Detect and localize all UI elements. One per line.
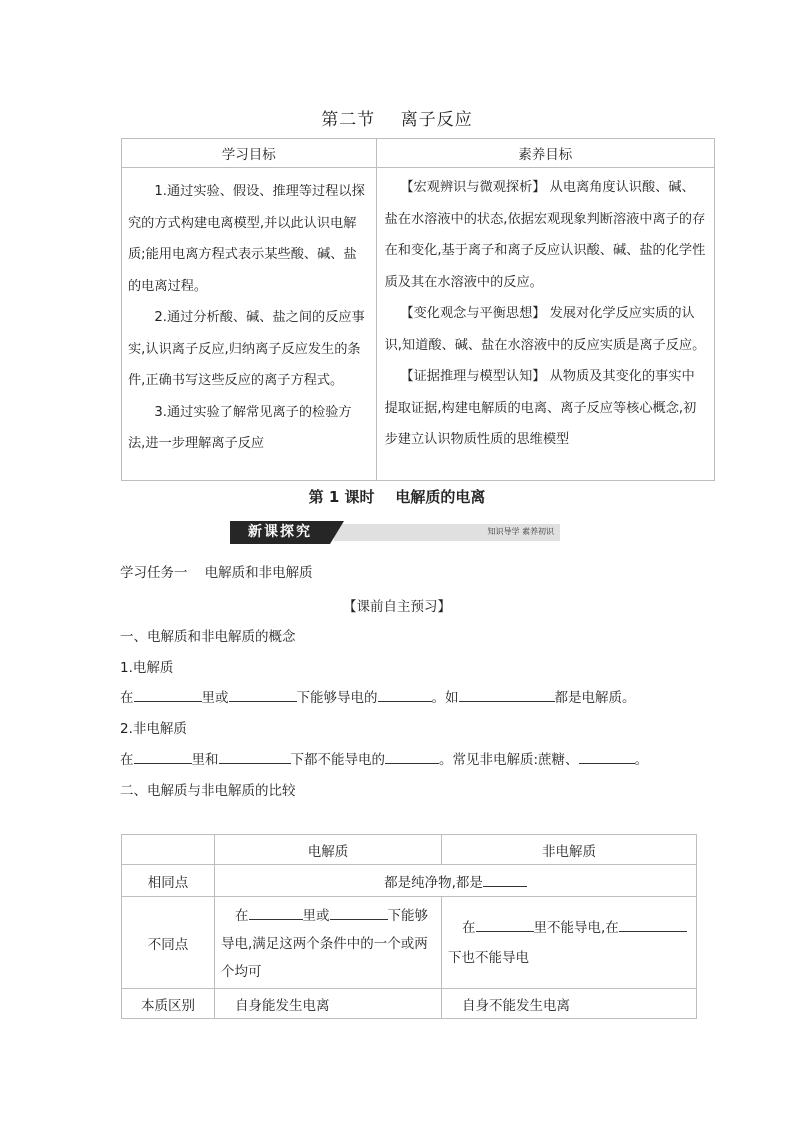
comparison-table <box>121 834 697 1019</box>
learning-goals-cell <box>122 168 377 481</box>
cmp-diff-nonelectrolyte: 在 里不能导电,在下也不能导电 <box>442 897 697 989</box>
literacy-goals-cell <box>376 168 714 481</box>
blank[interactable] <box>619 917 687 932</box>
banner-sub: 知识导学 素养初识 <box>487 527 554 536</box>
heading-electrolyte: 1.电解质 <box>120 660 174 676</box>
blank[interactable] <box>249 905 303 920</box>
learning-goal-1: 1.通过实验、假设、推理等过程以探究的方式构建电离模型,并以此认识电解质;能用电离方程式表示某些酸、碱、盐的电离过程。 <box>128 184 365 294</box>
header-learning-goals: 学习目标 <box>122 139 377 168</box>
literacy-goal-3: 【证据推理与模型认知】 从物质及其变化的事实中提取证据,构建电解质的电离、离子反应等核心概念,初步建立认识物质性质的思维模型 <box>384 369 697 447</box>
learning-goal-3: 3.通过实验了解常见离子的检验方法,进一步理解离子反应 <box>128 404 352 451</box>
blank[interactable] <box>134 687 202 702</box>
nonelectrolyte-fill-line: 在 里和 下都不能导电的 。常见非电解质:蔗糖、 。 <box>120 748 648 768</box>
cmp-essence-label: 本质区别 <box>122 989 215 1019</box>
blank[interactable] <box>385 749 439 764</box>
blank[interactable] <box>476 917 534 932</box>
literacy-tag-2: 【变化观念与平衡思想】 <box>400 306 546 321</box>
blank[interactable] <box>229 687 297 702</box>
banner-wedge <box>330 521 344 544</box>
blank[interactable] <box>378 687 432 702</box>
heading-comparison: 二、电解质与非电解质的比较 <box>120 783 296 799</box>
section-banner <box>230 521 560 544</box>
header-literacy-goals: 素养目标 <box>376 139 714 168</box>
heading-concepts: 一、电解质和非电解质的概念 <box>120 629 296 645</box>
heading-nonelectrolyte: 2.非电解质 <box>120 721 187 737</box>
cmp-diff-label: 不同点 <box>122 897 215 989</box>
cmp-essence-nonelectrolyte: 自身不能发生电离 <box>442 989 697 1019</box>
learning-goal-2: 2.通过分析酸、碱、盐之间的反应事实,认识离子反应,归纳离子反应发生的条件,正确书写这些反应的离子方程式。 <box>128 310 365 388</box>
cmp-diff-electrolyte: 在 里或 下能够导电,满足这两个条件中的一个或两个均可 <box>215 897 442 989</box>
literacy-goal-2: 【变化观念与平衡思想】 发展对化学反应实质的认识,知道酸、碱、盐在水溶液中的反应实质是离子反应。 <box>384 306 706 353</box>
blank[interactable] <box>483 872 527 887</box>
blank[interactable] <box>330 905 388 920</box>
lesson-title: 第 1 课时 电解质的电离 <box>308 488 486 506</box>
cmp-header-nonelectrolyte: 非电解质 <box>442 835 697 865</box>
blank[interactable] <box>219 749 291 764</box>
section-title: 第二节 离子反应 <box>321 110 473 130</box>
banner-main: 新课探究 <box>230 521 330 544</box>
literacy-tag-3: 【证据推理与模型认知】 <box>400 369 546 384</box>
blank[interactable] <box>579 749 635 764</box>
cmp-essence-electrolyte: 自身能发生电离 <box>215 989 442 1019</box>
cmp-same-label: 相同点 <box>122 865 215 897</box>
cmp-header-electrolyte: 电解质 <box>215 835 442 865</box>
goals-table <box>121 138 715 481</box>
blank[interactable] <box>459 687 555 702</box>
preview-heading: 【课前自主预习】 <box>343 599 451 615</box>
literacy-goal-1: 【宏观辨识与微观探析】 从电离角度认识酸、碱、盐在水溶液中的状态,依据宏观现象判断溶液中离子的存在和变化,基于离子和离子反应认识酸、碱、盐的化学性质及其在水溶液中的反应。 <box>384 180 706 290</box>
cmp-same-text: 都是纯净物,都是 <box>215 865 697 897</box>
blank[interactable] <box>134 749 192 764</box>
electrolyte-fill-line: 在 里或 下能够导电的 。如 都是电解质。 <box>120 686 636 706</box>
literacy-tag-1: 【宏观辨识与微观探析】 <box>400 180 546 195</box>
cmp-header-empty <box>122 835 215 865</box>
task-title: 学习任务一 电解质和非电解质 <box>120 565 313 581</box>
